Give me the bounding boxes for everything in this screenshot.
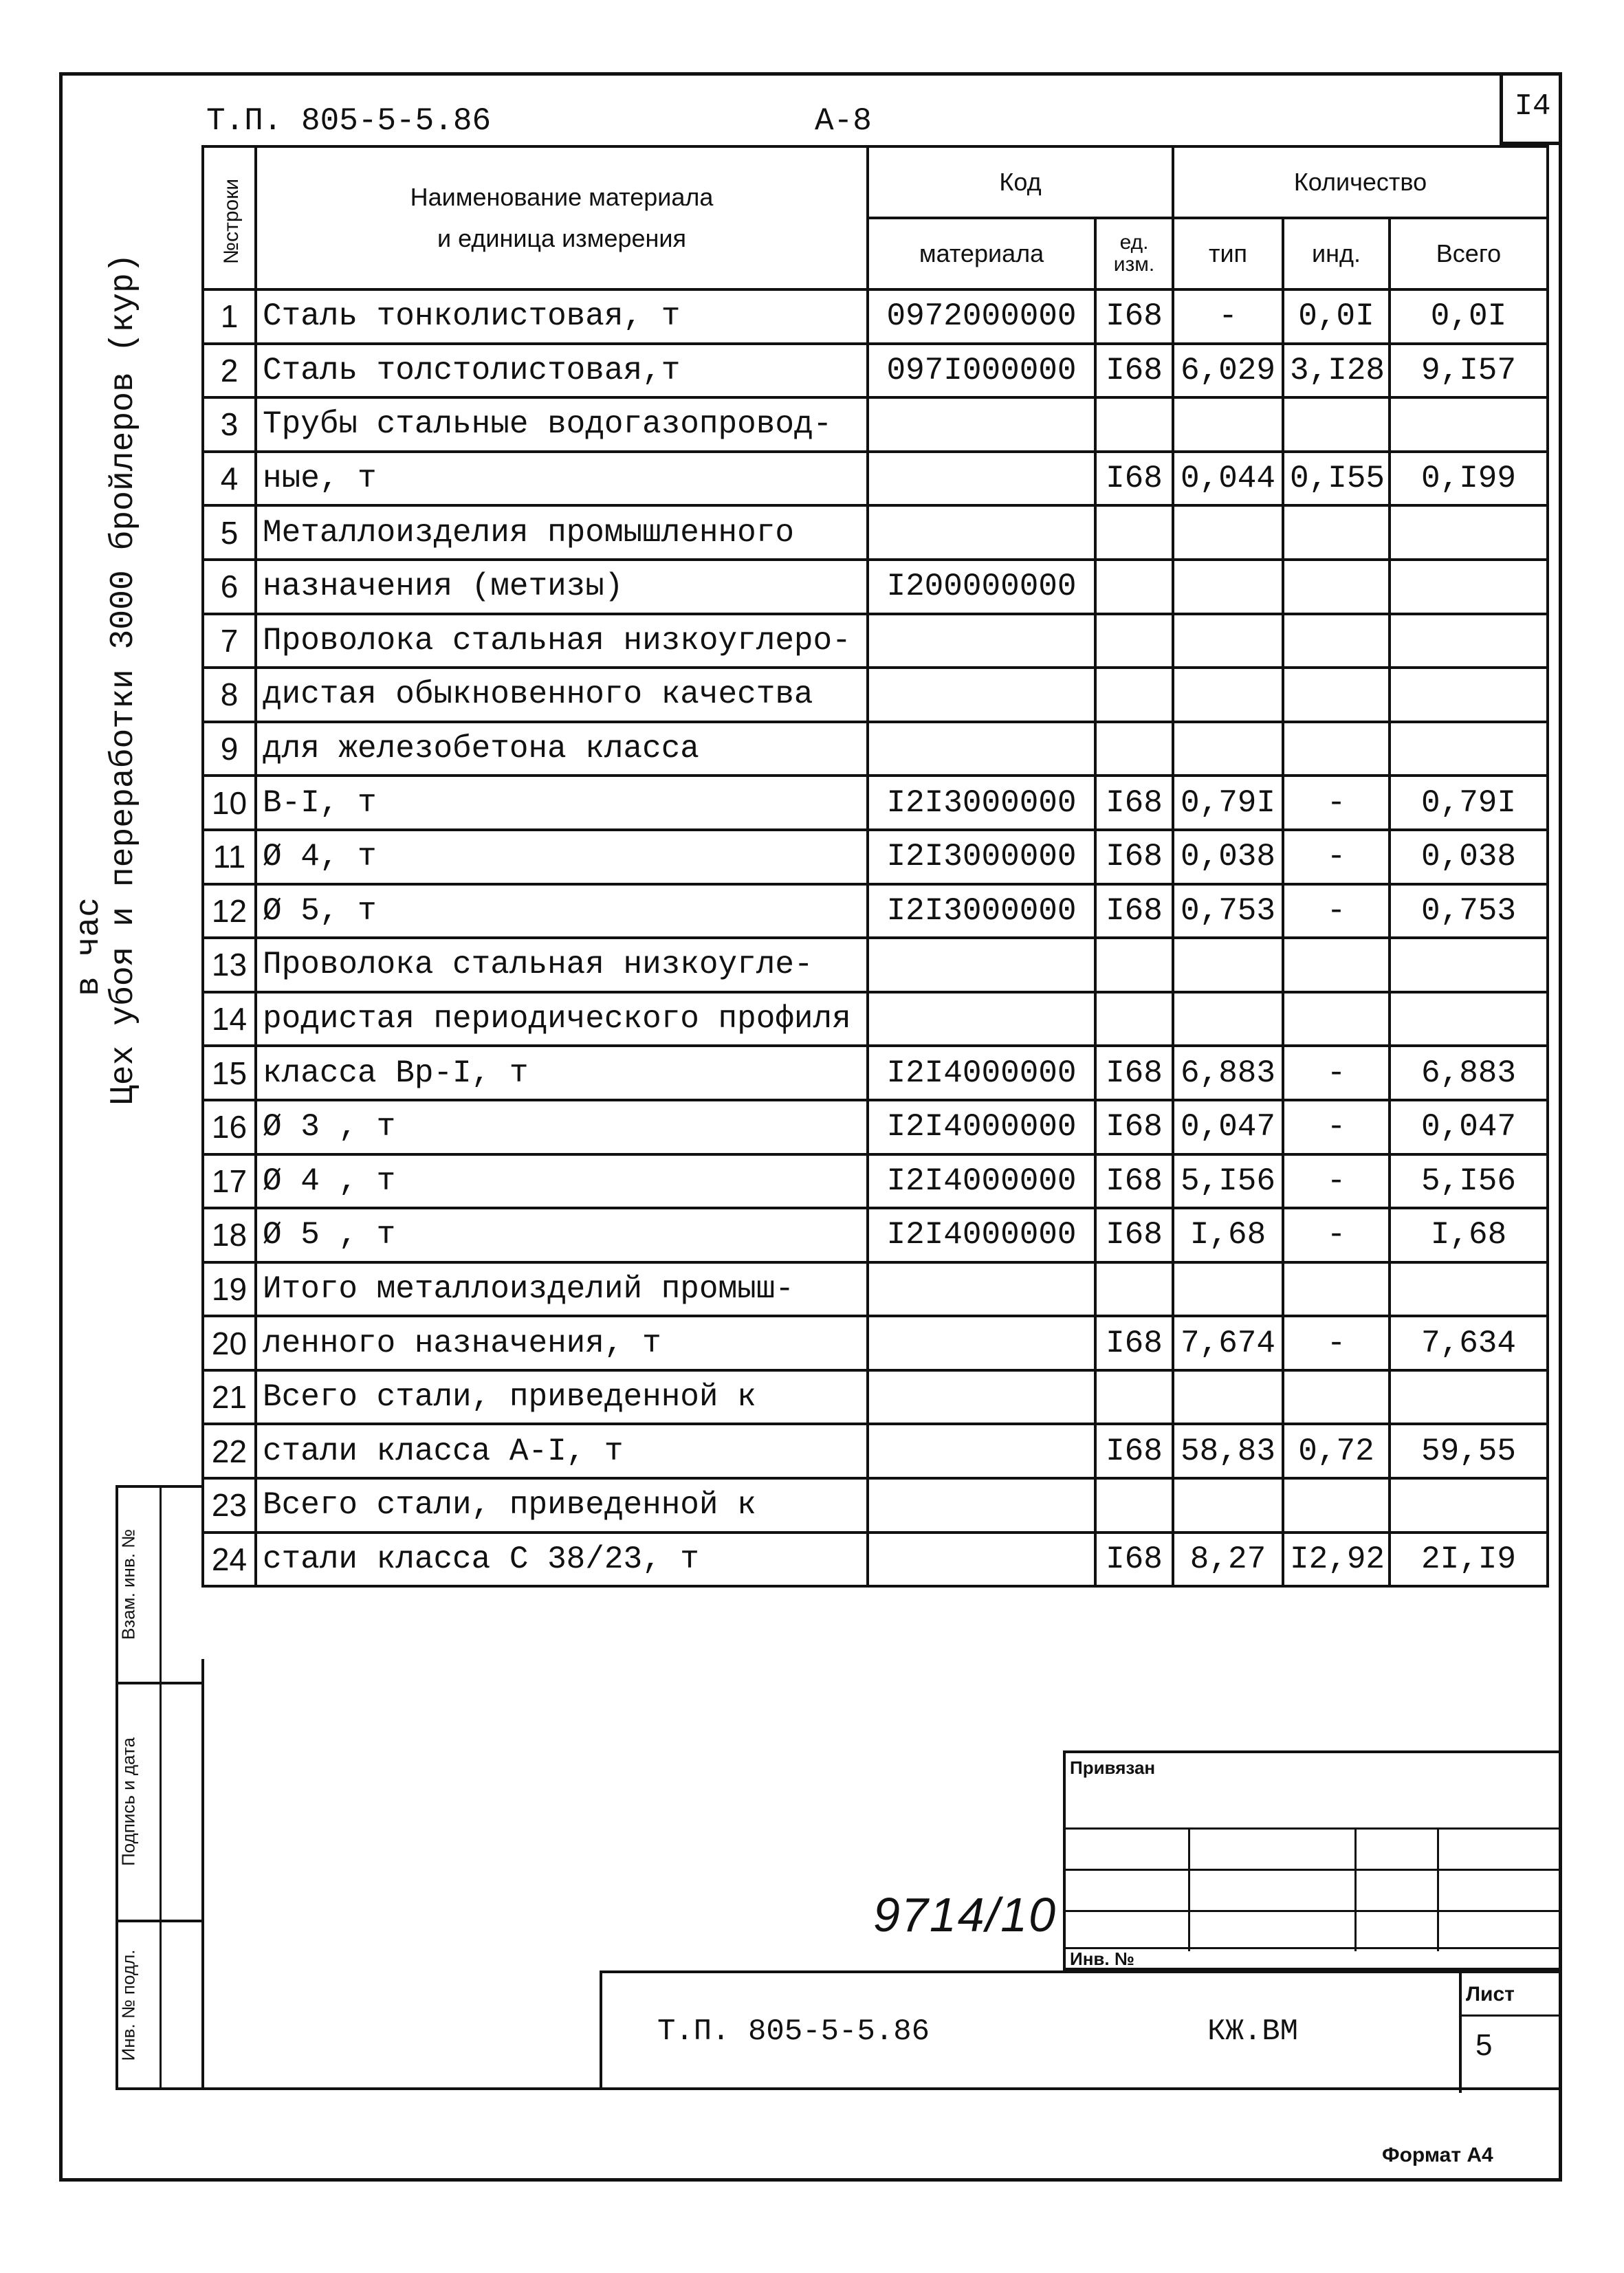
qty-type [1173, 1262, 1283, 1317]
material-name: ные, т [256, 452, 868, 506]
qty-ind: - [1283, 1154, 1390, 1209]
row-number: 12 [203, 884, 256, 938]
qty-ind [1283, 722, 1390, 776]
material-name: Ø 4, т [256, 830, 868, 884]
vertical-title-line1: Цех убоя и переработки 3000 бройлеров (кур) [105, 253, 142, 1105]
material-code [868, 452, 1095, 506]
table-row [203, 884, 1548, 938]
bound-block [1063, 1750, 1562, 1970]
qty-total: 6,883 [1390, 1046, 1548, 1100]
qty-ind: - [1283, 1316, 1390, 1370]
table-row [203, 289, 1548, 344]
material-code [868, 722, 1095, 776]
qty-total [1390, 614, 1548, 668]
table-row [203, 1208, 1548, 1262]
bound-label: Привязан [1070, 1757, 1156, 1778]
material-name: Металлоизделия промышленного [256, 505, 868, 560]
material-code: 0972000000 [868, 289, 1095, 344]
row-number: 21 [203, 1370, 256, 1425]
qty-ind: - [1283, 776, 1390, 830]
qty-total: 0,047 [1390, 1100, 1548, 1154]
qty-type [1173, 668, 1283, 722]
header-code: Код [868, 146, 1173, 218]
row-number: 1 [203, 289, 256, 344]
qty-ind [1283, 1370, 1390, 1425]
material-code: I2I3000000 [868, 830, 1095, 884]
qty-type [1173, 397, 1283, 452]
qty-ind: - [1283, 1046, 1390, 1100]
table-row [203, 1046, 1548, 1100]
unit-code: I68 [1095, 289, 1173, 344]
qty-type: 5,I56 [1173, 1154, 1283, 1209]
qty-type: 0,044 [1173, 452, 1283, 506]
qty-total [1390, 1478, 1548, 1533]
qty-ind: - [1283, 1208, 1390, 1262]
material-name: родистая периодического профиля [256, 992, 868, 1046]
qty-ind [1283, 614, 1390, 668]
bound-inv-label: Инв. № [1070, 1948, 1134, 1969]
side-stamp-inv-original: Инв. № подл. [116, 1920, 201, 2090]
material-code: 097I000000 [868, 344, 1095, 398]
row-number: 23 [203, 1478, 256, 1533]
qty-type: 0,753 [1173, 884, 1283, 938]
material-name: дистая обыкновенного качества [256, 668, 868, 722]
qty-total: 0,79I [1390, 776, 1548, 830]
unit-code: I68 [1095, 1154, 1173, 1209]
material-name: Ø 3 , т [256, 1100, 868, 1154]
material-name: Всего стали, приведенной к [256, 1478, 868, 1533]
qty-total [1390, 1262, 1548, 1317]
unit-code [1095, 1262, 1173, 1317]
table-row [203, 830, 1548, 884]
qty-total: 7,634 [1390, 1316, 1548, 1370]
qty-ind [1283, 505, 1390, 560]
row-number: 11 [203, 830, 256, 884]
material-code: I2I4000000 [868, 1208, 1095, 1262]
side-stamp-replace-inv: Взам. инв. № [116, 1485, 201, 1684]
unit-code [1095, 938, 1173, 992]
title-block [600, 1970, 1562, 2090]
material-name: назначения (метизы) [256, 560, 868, 614]
qty-ind [1283, 668, 1390, 722]
qty-type: 0,79I [1173, 776, 1283, 830]
qty-type [1173, 992, 1283, 1046]
qty-ind [1283, 1478, 1390, 1533]
material-name: Ø 5, т [256, 884, 868, 938]
title-doc: Т.П. 805-5-5.86 [657, 2014, 930, 2049]
qty-type: 8,27 [1173, 1533, 1283, 1587]
row-number: 4 [203, 452, 256, 506]
material-code: I2I4000000 [868, 1100, 1095, 1154]
row-number: 14 [203, 992, 256, 1046]
material-code [868, 614, 1095, 668]
unit-code [1095, 505, 1173, 560]
title-sheet-label: Лист [1466, 1983, 1515, 2006]
qty-type [1173, 722, 1283, 776]
table-row [203, 938, 1548, 992]
table-row [203, 505, 1548, 560]
table-row [203, 668, 1548, 722]
handwritten-number: 9714/10 [873, 1888, 1057, 1942]
material-name: Итого металлоизделий промыш- [256, 1262, 868, 1317]
row-number: 3 [203, 397, 256, 452]
material-name: стали класса А-I, т [256, 1424, 868, 1478]
header-qty-type: тип [1173, 218, 1283, 289]
header-doc-code: Т.П. 805-5-5.86 [206, 103, 492, 139]
material-name: Всего стали, приведенной к [256, 1370, 868, 1425]
unit-code [1095, 1370, 1173, 1425]
unit-code [1095, 560, 1173, 614]
qty-total: 0,I99 [1390, 452, 1548, 506]
table-row [203, 560, 1548, 614]
material-code: I2I4000000 [868, 1154, 1095, 1209]
qty-total [1390, 560, 1548, 614]
format-label: Формат А4 [1382, 2144, 1493, 2166]
qty-ind [1283, 992, 1390, 1046]
material-name: Проволока стальная низкоугле- [256, 938, 868, 992]
table-row [203, 1262, 1548, 1317]
qty-ind: 0,0I [1283, 289, 1390, 344]
table-row [203, 722, 1548, 776]
qty-total [1390, 938, 1548, 992]
qty-total: 5,I56 [1390, 1154, 1548, 1209]
qty-total: 0,038 [1390, 830, 1548, 884]
material-code [868, 1533, 1095, 1587]
row-number: 24 [203, 1533, 256, 1587]
qty-total [1390, 1370, 1548, 1425]
row-number: 7 [203, 614, 256, 668]
qty-total [1390, 397, 1548, 452]
unit-code: I68 [1095, 1046, 1173, 1100]
header-code-material: материала [868, 218, 1095, 289]
table-row [203, 992, 1548, 1046]
unit-code: I68 [1095, 1316, 1173, 1370]
qty-total: 2I,I9 [1390, 1533, 1548, 1587]
material-code: I2I3000000 [868, 884, 1095, 938]
row-number: 16 [203, 1100, 256, 1154]
table-row [203, 1154, 1548, 1209]
row-number: 2 [203, 344, 256, 398]
qty-total: 0,753 [1390, 884, 1548, 938]
table-row [203, 452, 1548, 506]
row-number: 10 [203, 776, 256, 830]
unit-code: I68 [1095, 344, 1173, 398]
material-code [868, 1424, 1095, 1478]
material-name: Сталь тонколистовая, т [256, 289, 868, 344]
material-name: для железобетона класса [256, 722, 868, 776]
qty-ind: - [1283, 830, 1390, 884]
materials-table [201, 145, 1549, 1588]
qty-type [1173, 1478, 1283, 1533]
row-number: 13 [203, 938, 256, 992]
unit-code [1095, 614, 1173, 668]
table-row [203, 1533, 1548, 1587]
material-code [868, 992, 1095, 1046]
header-quantity: Количество [1173, 146, 1548, 218]
row-number: 18 [203, 1208, 256, 1262]
qty-total: I,68 [1390, 1208, 1548, 1262]
unit-code [1095, 1478, 1173, 1533]
table-row [203, 1478, 1548, 1533]
qty-type: 0,047 [1173, 1100, 1283, 1154]
qty-ind: - [1283, 884, 1390, 938]
row-number: 20 [203, 1316, 256, 1370]
qty-type [1173, 614, 1283, 668]
unit-code: I68 [1095, 884, 1173, 938]
material-code [868, 1370, 1095, 1425]
qty-type: 6,029 [1173, 344, 1283, 398]
header-sheet-number: I4 [1500, 72, 1562, 145]
material-name: Ø 4 , т [256, 1154, 868, 1209]
qty-ind [1283, 397, 1390, 452]
qty-type: I,68 [1173, 1208, 1283, 1262]
vertical-title-line2: в час [71, 897, 108, 997]
material-code [868, 938, 1095, 992]
qty-ind [1283, 938, 1390, 992]
unit-code: I68 [1095, 776, 1173, 830]
qty-ind: 0,I55 [1283, 452, 1390, 506]
qty-ind: - [1283, 1100, 1390, 1154]
qty-ind: 0,72 [1283, 1424, 1390, 1478]
divider [201, 1659, 204, 2090]
unit-code [1095, 992, 1173, 1046]
qty-total [1390, 722, 1548, 776]
header-row-number: №строки [203, 146, 256, 289]
unit-code [1095, 397, 1173, 452]
row-number: 19 [203, 1262, 256, 1317]
unit-code: I68 [1095, 1208, 1173, 1262]
row-number: 17 [203, 1154, 256, 1209]
material-name: стали класса С 38/23, т [256, 1533, 868, 1587]
material-code [868, 397, 1095, 452]
title-mark: КЖ.ВМ [1207, 2014, 1299, 2049]
title-sheet-value: 5 [1475, 2028, 1493, 2062]
table-row [203, 1316, 1548, 1370]
material-code: I2I3000000 [868, 776, 1095, 830]
row-number: 9 [203, 722, 256, 776]
material-name: ленного назначения, т [256, 1316, 868, 1370]
row-number: 15 [203, 1046, 256, 1100]
material-name: Трубы стальные водогазопровод- [256, 397, 868, 452]
table-row [203, 1370, 1548, 1425]
material-code [868, 1478, 1095, 1533]
unit-code: I68 [1095, 830, 1173, 884]
qty-ind [1283, 560, 1390, 614]
qty-total [1390, 992, 1548, 1046]
qty-total: 59,55 [1390, 1424, 1548, 1478]
material-name: В-I, т [256, 776, 868, 830]
material-code: I200000000 [868, 560, 1095, 614]
qty-type [1173, 560, 1283, 614]
table-row [203, 776, 1548, 830]
unit-code: I68 [1095, 1100, 1173, 1154]
header-qty-total: Всего [1390, 218, 1548, 289]
unit-code: I68 [1095, 1424, 1173, 1478]
table-row [203, 1424, 1548, 1478]
header-album: А-8 [815, 103, 872, 139]
material-code: I2I4000000 [868, 1046, 1095, 1100]
table-row [203, 1100, 1548, 1154]
qty-total: 0,0I [1390, 289, 1548, 344]
qty-type: 58,83 [1173, 1424, 1283, 1478]
qty-type [1173, 505, 1283, 560]
qty-type [1173, 1370, 1283, 1425]
qty-ind [1283, 1262, 1390, 1317]
table-row [203, 614, 1548, 668]
material-code [868, 1316, 1095, 1370]
material-name: класса Вр-I, т [256, 1046, 868, 1100]
material-code [868, 668, 1095, 722]
unit-code: I68 [1095, 1533, 1173, 1587]
table-row [203, 344, 1548, 398]
header-code-unit: ед. изм. [1095, 218, 1173, 289]
qty-ind: 3,I28 [1283, 344, 1390, 398]
unit-code [1095, 668, 1173, 722]
material-code [868, 505, 1095, 560]
material-name: Проволока стальная низкоуглеро- [256, 614, 868, 668]
side-stamp-signature: Подпись и дата [116, 1682, 201, 1922]
row-number: 8 [203, 668, 256, 722]
qty-type [1173, 938, 1283, 992]
qty-total [1390, 668, 1548, 722]
qty-ind: I2,92 [1283, 1533, 1390, 1587]
qty-type: 0,038 [1173, 830, 1283, 884]
material-name: Сталь толстолистовая,т [256, 344, 868, 398]
table-row [203, 397, 1548, 452]
material-name: Ø 5 , т [256, 1208, 868, 1262]
row-number: 22 [203, 1424, 256, 1478]
qty-total [1390, 505, 1548, 560]
qty-type: - [1173, 289, 1283, 344]
row-number: 6 [203, 560, 256, 614]
header-name: Наименование материала и единица измерения [256, 146, 868, 289]
row-number: 5 [203, 505, 256, 560]
unit-code [1095, 722, 1173, 776]
header-qty-ind: инд. [1283, 218, 1390, 289]
qty-total: 9,I57 [1390, 344, 1548, 398]
qty-type: 6,883 [1173, 1046, 1283, 1100]
unit-code: I68 [1095, 452, 1173, 506]
material-code [868, 1262, 1095, 1317]
qty-type: 7,674 [1173, 1316, 1283, 1370]
